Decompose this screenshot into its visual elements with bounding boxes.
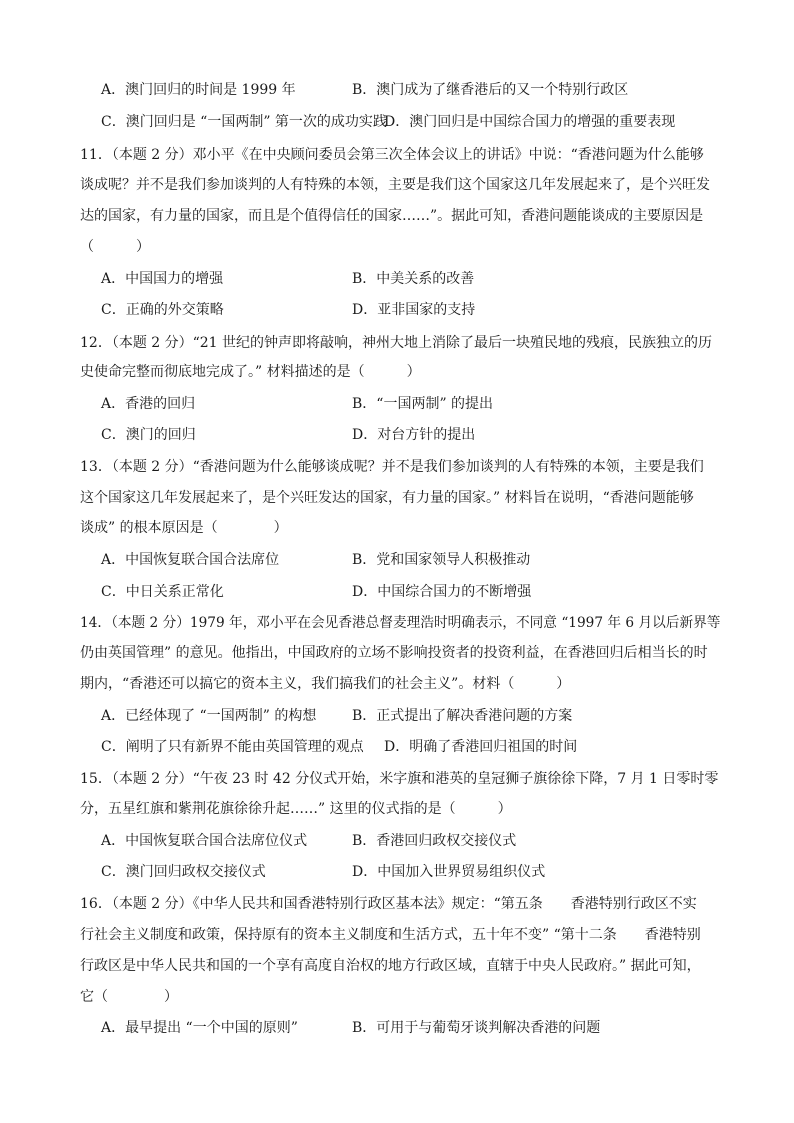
q11-option-b: B．中美关系的改善 bbox=[352, 271, 475, 287]
q14-stem-line-3: 期内，“香港还可以搞它的资本主义，我们搞我们的社会主义”。材料（ ） bbox=[80, 676, 571, 692]
q12-option-c: C．澳门的回归 bbox=[101, 427, 196, 443]
q16-option-a: A．最早提出 “一个中国的原则” bbox=[101, 1020, 298, 1036]
q16-stem-line-3: 行政区是中华人民共和国的一个享有高度自治权的地方行政区域，直辖于中央人民政府。” 据此可知， bbox=[80, 958, 701, 974]
q14-stem-line-2: 仍由英国管理” 的意见。他指出，中国政府的立场不影响投资者的投资利益，在香港回归后相当长的时 bbox=[80, 645, 708, 661]
q13-option-b: B．党和国家领导人积极推动 bbox=[352, 552, 531, 568]
q13-option-c: C．中日关系正常化 bbox=[101, 584, 224, 600]
q11-option-a: A．中国国力的增强 bbox=[101, 271, 224, 287]
q10-option-c: C．澳门回归是 “一国两制” 第一次的成功实践 bbox=[101, 114, 387, 130]
q13-stem-line-3: 谈成” 的根本原因是（ ） bbox=[80, 520, 288, 536]
q14-stem-line-1: 14．（本题 2 分）1979 年，邓小平在会见香港总督麦理浩时明确表示，不同意 “1997 年 6 月以后新界等 bbox=[80, 615, 721, 631]
q10-option-a: A．澳门回归的时间是 1999 年 bbox=[101, 82, 296, 98]
q14-option-b: B．正式提出了解决香港问题的方案 bbox=[352, 708, 573, 724]
q13-option-d: D．中国综合国力的不断增强 bbox=[352, 584, 532, 600]
q16-stem-line-1: 16．（本题 2 分）《中华人民共和国香港特别行政区基本法》规定：“第五条 香港特别行政区不实 bbox=[80, 896, 697, 912]
q15-option-d: D．中国加入世界贸易组织仪式 bbox=[352, 864, 546, 880]
q15-option-c: C．澳门回归政权交接仪式 bbox=[101, 864, 266, 880]
q15-stem-line-1: 15．（本题 2 分）“午夜 23 时 42 分仪式开始，米字旗和港英的皇冠狮子旗徐徐下降，7 月 1 日零时零 bbox=[80, 771, 719, 787]
q14-option-c: C．阐明了只有新界不能由英国管理的观点 bbox=[101, 739, 364, 755]
q13-stem-line-2: 这个国家这几年发展起来了，是个兴旺发达的国家，有力量的国家。” 材料旨在说明，“香港问题能够 bbox=[80, 490, 694, 506]
q16-option-b: B．可用于与葡萄牙谈判解决香港的问题 bbox=[352, 1020, 601, 1036]
q12-option-d: D．对台方针的提出 bbox=[352, 427, 476, 443]
q16-stem-line-2: 行社会主义制度和政策，保持原有的资本主义制度和生活方式，五十年不变” “第十二条 香港特别 bbox=[80, 927, 701, 943]
q14-option-a: A．已经体现了 “一国两制” 的构想 bbox=[101, 708, 317, 724]
q12-stem-line-2: 史使命完整而彻底地完成了。” 材料描述的是（ ） bbox=[80, 364, 421, 380]
q12-option-a: A．香港的回归 bbox=[101, 396, 196, 412]
q11-stem-line-3: 达的国家，有力量的国家，而且是个值得信任的国家……”。据此可知，香港问题能谈成的主要原因是 bbox=[80, 208, 704, 224]
q11-option-d: D．亚非国家的支持 bbox=[352, 302, 476, 318]
q10-option-d: D．澳门回归是中国综合国力的增强的重要表现 bbox=[384, 114, 676, 130]
q16-answer-blank: 它（ ） bbox=[80, 989, 178, 1005]
q11-option-c: C．正确的外交策略 bbox=[101, 302, 224, 318]
q13-stem-line-1: 13．（本题 2 分）“香港问题为什么能够谈成呢？并不是我们参加谈判的人有特殊的本领，主要是我们 bbox=[80, 459, 704, 475]
q12-option-b: B．“一国两制” 的提出 bbox=[352, 396, 494, 412]
q11-answer-blank: （ ） bbox=[80, 239, 150, 255]
q15-option-b: B．香港回归政权交接仪式 bbox=[352, 833, 517, 849]
q15-option-a: A．中国恢复联合国合法席位仪式 bbox=[101, 833, 308, 849]
q14-option-d: D．明确了香港回归祖国的时间 bbox=[384, 739, 578, 755]
q15-stem-line-2: 分，五星红旗和紫荆花旗徐徐升起……” 这里的仪式指的是（ ） bbox=[80, 801, 512, 817]
q10-option-b: B．澳门成为了继香港后的又一个特别行政区 bbox=[352, 82, 629, 98]
q11-stem-line-2: 谈成呢？并不是我们参加谈判的人有特殊的本领，主要是我们这个国家这几年发展起来了，是个兴旺发 bbox=[80, 177, 710, 193]
q13-option-a: A．中国恢复联合国合法席位 bbox=[101, 552, 280, 568]
q11-stem-line-1: 11．（本题 2 分）邓小平《在中央顾问委员会第三次全体会议上的讲话》中说：“香港问题为什么能够 bbox=[80, 147, 704, 163]
q12-stem-line-1: 12．（本题 2 分）“21 世纪的钟声即将敲响，神州大地上消除了最后一块殖民地的残痕，民族独立的历 bbox=[80, 335, 713, 351]
